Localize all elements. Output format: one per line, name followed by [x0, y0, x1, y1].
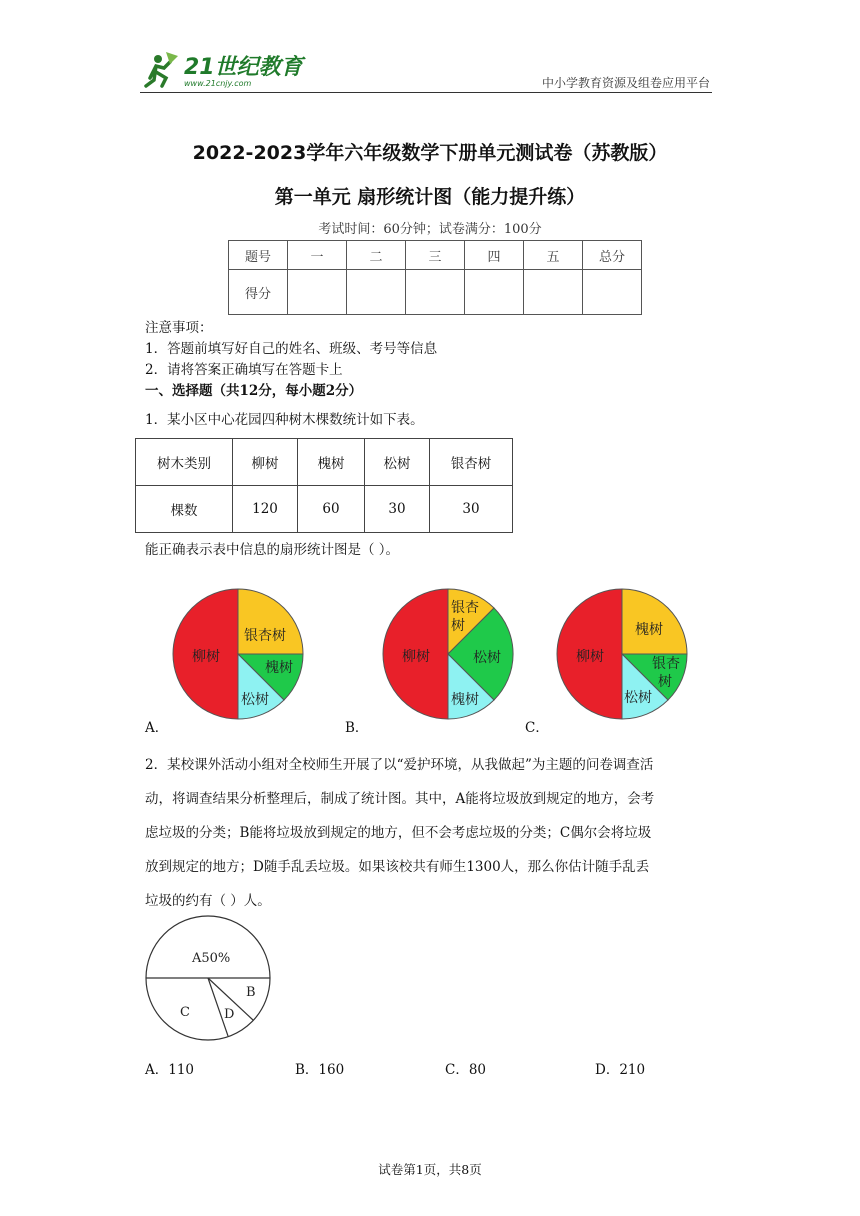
question-2-line: 动，将调查结果分析整理后，制成了统计图。其中，A能将垃圾放到规定的地方，会考	[145, 791, 655, 807]
logo	[140, 48, 310, 92]
q2-label-a: A50%	[192, 951, 231, 966]
pie-a-yinxing-slice	[238, 589, 303, 654]
score-table	[228, 240, 642, 315]
exam-info: 考试时间：60分钟；试卷满分：100分	[318, 222, 542, 237]
score-header: 四	[465, 241, 524, 270]
tree-table-header: 树木类别	[136, 439, 233, 486]
pie-b-label-yinxing-2: 树	[451, 618, 465, 634]
pie-c-label-song: 松树	[624, 690, 652, 706]
score-row-label: 得分	[229, 270, 288, 315]
pie-c	[557, 589, 687, 719]
q2-label-b: B	[246, 985, 256, 1000]
q2-option-a[interactable]: A．110	[145, 1062, 195, 1078]
pie-a-label-huai: 槐树	[265, 660, 293, 676]
tree-table-cell: 60	[298, 486, 365, 533]
page-title: 2022-2023学年六年级数学下册单元测试卷（苏教版）	[192, 142, 668, 164]
q2-option-d[interactable]: D．210	[595, 1062, 646, 1078]
logo-text: 21世纪教育	[184, 55, 303, 80]
score-header: 二	[347, 241, 406, 270]
tree-table-header: 柳树	[233, 439, 298, 486]
tree-table-row-label: 棵数	[136, 486, 233, 533]
page-footer: 试卷第1页，共8页	[378, 1162, 482, 1177]
score-cell[interactable]	[583, 270, 642, 315]
score-header: 总分	[583, 241, 642, 270]
pie-a-label-yinxing: 银杏树	[244, 628, 286, 644]
score-cell[interactable]	[524, 270, 583, 315]
pie-b-label-song: 松树	[473, 650, 501, 666]
note-item: 2．请将答案正确填写在答题卡上	[145, 362, 343, 378]
question-2-text	[145, 748, 725, 918]
pie-b-label-huai: 槐树	[451, 692, 479, 708]
tree-table-header: 槐树	[298, 439, 365, 486]
q1-pie-charts	[140, 580, 740, 740]
pie-c-label-yinxing-1: 银杏	[652, 656, 680, 672]
q2-option-b[interactable]: B．160	[295, 1062, 345, 1078]
question-2-line: 2．某校课外活动小组对全校师生开展了以“爱护环境，从我做起”为主题的问卷调查活	[145, 757, 654, 773]
q2-option-c[interactable]: C．80	[445, 1062, 487, 1078]
tree-table-header: 银杏树	[430, 439, 513, 486]
q1-option-b[interactable]: B．	[345, 720, 369, 736]
pie-b-label-yinxing-1: 银杏	[451, 600, 479, 616]
tree-table-cell: 120	[233, 486, 298, 533]
tree-table-header: 松树	[365, 439, 430, 486]
question-2-line: 放到规定的地方；D随手乱丢垃圾。如果该校共有师生1300人，那么你估计随手乱丢	[145, 859, 650, 875]
score-cell[interactable]	[465, 270, 524, 315]
question-2-line: 虑垃圾的分类；B能将垃圾放到规定的地方，但不会考虑垃圾的分类；C偶尔会将垃圾	[145, 825, 652, 841]
note-item: 1．答题前填写好自己的姓名、班级、考号等信息	[145, 341, 438, 357]
pie-c-label-huai: 槐树	[635, 622, 663, 638]
q2-label-d: D	[224, 1007, 235, 1022]
tree-table-cell: 30	[430, 486, 513, 533]
pie-b-label-liu: 柳树	[402, 649, 430, 665]
logo-url: www.21cnjy.com	[184, 79, 252, 88]
tree-table	[135, 438, 513, 533]
section-heading: 一、选择题（共12分，每小题2分）	[145, 383, 363, 399]
platform-label: 中小学教育资源及组卷应用平台	[541, 76, 710, 90]
score-header: 三	[406, 241, 465, 270]
header-divider	[140, 92, 712, 93]
pie-c-label-yinxing-2: 树	[658, 674, 672, 690]
question-1-prompt: 能正确表示表中信息的扇形统计图是（ ）。	[145, 542, 400, 558]
tree-table-cell: 30	[365, 486, 430, 533]
runner-icon	[146, 52, 178, 86]
question-1-stem: 1．某小区中心花园四种树木棵数统计如下表。	[145, 412, 424, 428]
pie-a-label-song: 松树	[241, 692, 269, 708]
q1-option-c[interactable]: C．	[525, 720, 549, 736]
pie-b	[383, 589, 513, 719]
score-header: 一	[288, 241, 347, 270]
pie-a	[173, 589, 303, 719]
pie-a-label-liu: 柳树	[192, 649, 220, 665]
pie-c-label-liu: 柳树	[576, 649, 604, 665]
question-2-line: 垃圾的约有（ ）人。	[145, 893, 271, 909]
notes-heading: 注意事项：	[145, 320, 213, 336]
q2-pie-chart	[140, 912, 280, 1044]
score-header: 题号	[229, 241, 288, 270]
q1-option-a[interactable]: A．	[145, 720, 169, 736]
score-header: 五	[524, 241, 583, 270]
score-cell[interactable]	[288, 270, 347, 315]
score-cell[interactable]	[347, 270, 406, 315]
score-cell[interactable]	[406, 270, 465, 315]
page-subtitle: 第一单元 扇形统计图（能力提升练）	[274, 186, 586, 208]
q2-label-c: C	[180, 1005, 190, 1020]
